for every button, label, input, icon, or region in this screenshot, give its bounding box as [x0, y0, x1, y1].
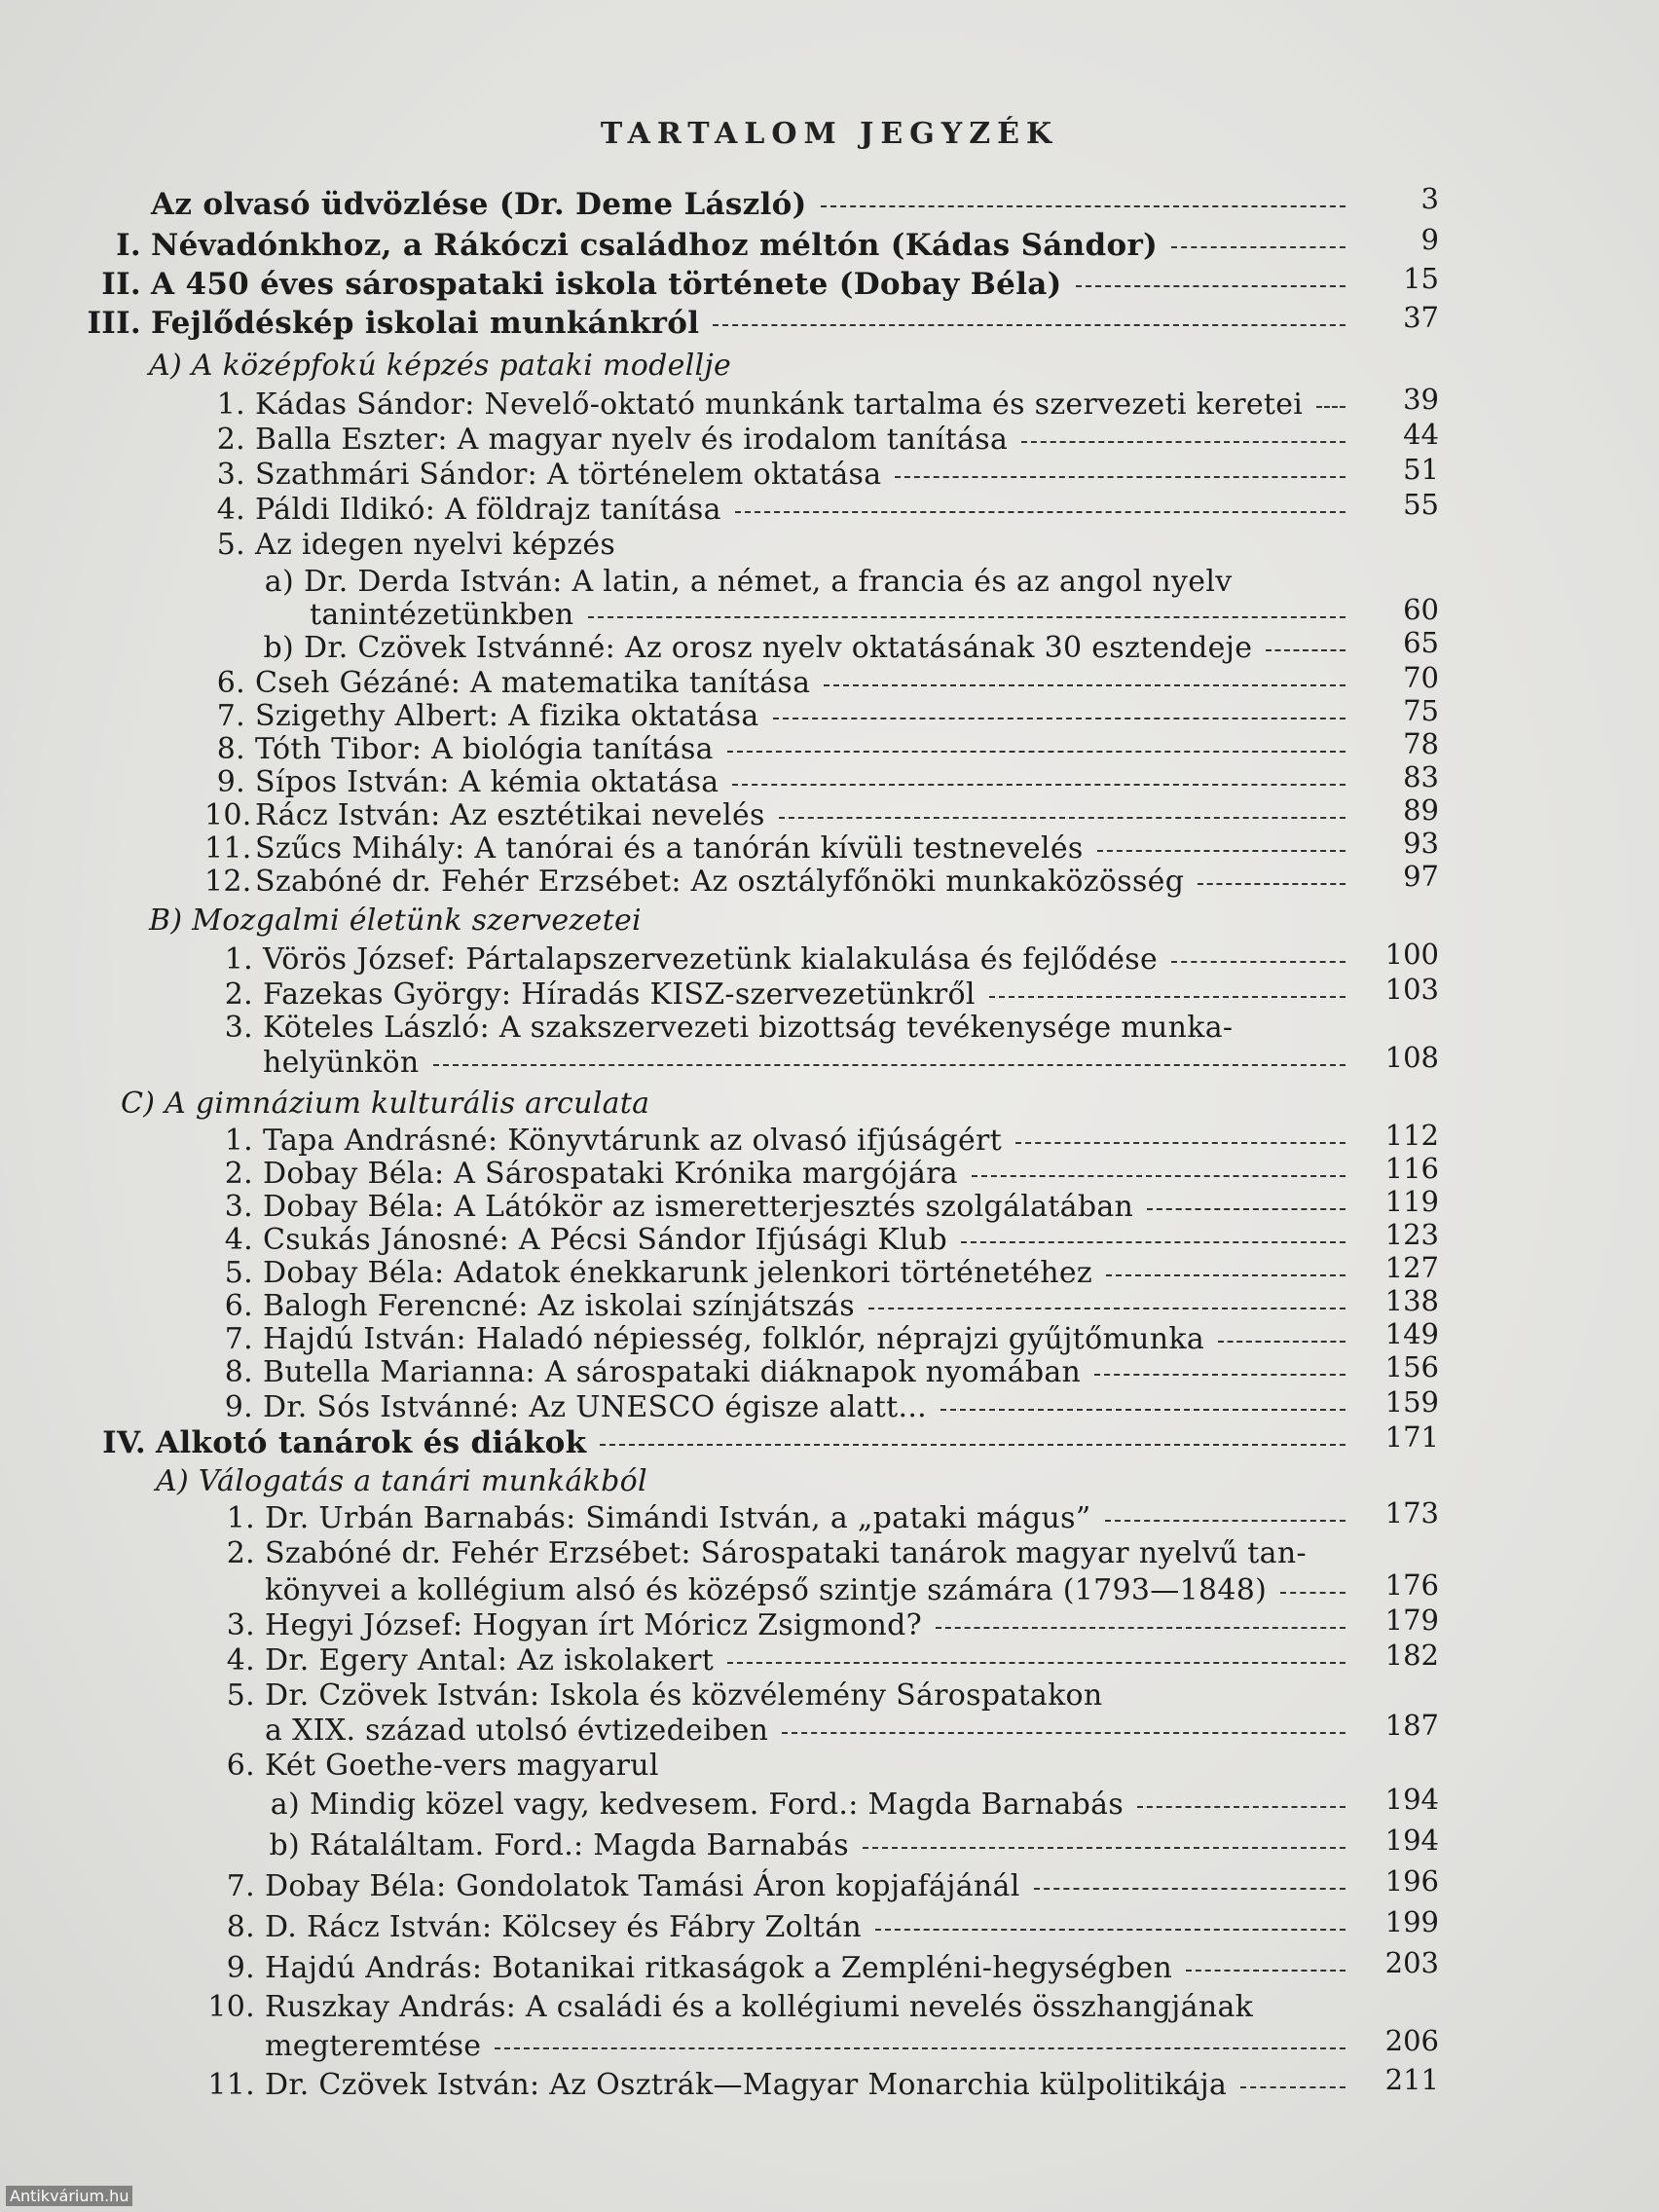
entry-number: 2. [216, 423, 245, 457]
toc-entry [216, 491, 1363, 530]
toc-entry [226, 1949, 1363, 1988]
dash-leader [495, 2047, 1346, 2049]
entry-number: 4. [226, 1643, 255, 1677]
entry-title: Rátaláltam. Ford.: Magda Barnabás [310, 1828, 849, 1862]
entry-title: Hajdú István: Haladó népiesség, folklór, néprajzi gyűjtőmunka [263, 1322, 1205, 1356]
dash-leader [940, 1409, 1346, 1411]
entry-title: Fejlődéskép iskolai munkánkról [151, 306, 700, 341]
page-number: 196 [1384, 1864, 1439, 1898]
entry-title: Fazekas György: Híradás KISZ-szervezetünkről [263, 977, 976, 1012]
dash-leader [961, 1241, 1346, 1243]
entry-title: Névadónkhoz, a Rákóczi családhoz méltón (Kádas Sándor) [151, 228, 1159, 263]
toc-entry [116, 226, 1363, 265]
entry-title: A 450 éves sárospataki iskola története (Dobay Béla) [151, 267, 1062, 302]
dash-leader [1105, 1520, 1346, 1522]
dash-leader [875, 1929, 1346, 1931]
toc-entry [269, 1826, 1363, 1865]
entry-number: 8. [224, 1355, 253, 1389]
entry-title: Szigethy Albert: A fizika oktatása [255, 699, 759, 733]
toc-entry [101, 265, 1363, 304]
entry-title: Az olvasó üdvözlése (Dr. Deme László) [151, 187, 807, 222]
page-number: 173 [1384, 1496, 1439, 1530]
entry-title: Alkotó tanárok és diákok [156, 1425, 587, 1460]
page-number: 83 [1403, 760, 1439, 793]
page-number: 9 [1420, 223, 1439, 256]
page-number: 75 [1403, 694, 1439, 727]
entry-number: b) [269, 1828, 300, 1862]
dash-leader [936, 1627, 1346, 1629]
entry-title: Kádas Sándor: Nevelő-oktató munkánk tartalma és szervezeti keretei [255, 387, 1304, 422]
dash-leader [1015, 1142, 1346, 1144]
page-number: 211 [1384, 2063, 1439, 2096]
page-number: 112 [1384, 1119, 1439, 1152]
page-number: 44 [1403, 418, 1439, 451]
dash-leader [782, 1732, 1346, 1734]
page-number: 15 [1403, 262, 1439, 295]
entry-title: Dr. Czövek Istvánné: Az orosz nyelv oktatásának 30 esztendeje [304, 631, 1253, 665]
page-number: 37 [1403, 301, 1439, 334]
entry-title: Ruszkay András: A családi és a kollégiumi nevelés összhangjának [265, 1990, 1254, 2024]
entry-title: helyünkön [263, 1046, 420, 1080]
entry-number: 9. [226, 1951, 255, 1985]
entry-number: 2. [226, 1536, 255, 1570]
entry-number: 5. [226, 1678, 255, 1713]
toc-entry [224, 1009, 1363, 1048]
entry-title: Vörös József: Pártalapszervezetünk kialakulása és fejlődése [263, 942, 1159, 977]
entry-title: Hegyi József: Hogyan írt Móricz Zsigmond? [265, 1608, 922, 1642]
entry-number: 4. [224, 1223, 253, 1257]
page-number: 108 [1384, 1041, 1439, 1074]
page-number: 60 [1403, 593, 1439, 626]
entry-title: Két Goethe-vers magyarul [265, 1749, 659, 1783]
toc-entry [265, 2027, 1363, 2066]
page-number: 171 [1384, 1420, 1439, 1454]
page-number: 199 [1384, 1905, 1439, 1938]
entry-title: Szathmári Sándor: A történelem oktatása [255, 458, 882, 492]
page-number: 149 [1384, 1317, 1439, 1350]
toc-entry [216, 386, 1363, 424]
page-number: 159 [1384, 1385, 1439, 1419]
dash-leader [1186, 1970, 1346, 1972]
entry-title: Szabóné dr. Fehér Erzsébet: Sárospataki tanárok magyar nyelvű tan- [265, 1536, 1307, 1570]
dash-leader [1106, 1274, 1346, 1276]
page-number: 78 [1403, 727, 1439, 760]
dash-leader [821, 205, 1346, 207]
entry-title: Köteles László: A szakszervezeti bizottság tevékenysége munka- [263, 1011, 1234, 1045]
page-title: TARTALOM JEGYZÉK [600, 117, 1059, 151]
dash-leader [989, 996, 1346, 998]
entry-title: Dr. Derda István: A latin, a német, a francia és az angol nyelv [304, 565, 1233, 599]
dash-leader [1021, 441, 1346, 443]
section-heading: A) A középfokú képzés pataki modellje [149, 349, 732, 383]
page-number: 116 [1384, 1152, 1439, 1185]
entry-title: Dr. Sós Istvánné: Az UNESCO égisze alatt... [263, 1390, 927, 1424]
entry-number: 1. [216, 387, 245, 422]
entry-title: Dr. Urbán Barnabás: Simándi István, a „pataki mágus” [265, 1501, 1091, 1535]
dash-leader [1171, 246, 1346, 248]
page-number: 156 [1384, 1350, 1439, 1383]
toc-entry [263, 629, 1363, 668]
entry-number: 9. [224, 1390, 253, 1424]
dash-leader [1094, 1374, 1346, 1376]
toc-entry [226, 1534, 1363, 1573]
page-number: 194 [1384, 1783, 1439, 1816]
dash-leader [713, 324, 1346, 326]
page-number: 119 [1384, 1185, 1439, 1218]
dash-leader [1137, 1806, 1346, 1808]
page-number: 65 [1403, 626, 1439, 659]
toc-entry [265, 1571, 1363, 1610]
page-number: 138 [1384, 1284, 1439, 1317]
dash-leader [735, 511, 1346, 513]
entry-number: 3. [224, 1190, 253, 1224]
dash-leader [863, 1847, 1346, 1849]
dash-leader [1198, 883, 1346, 885]
toc-entry [224, 1353, 1363, 1392]
page-number: 206 [1384, 2024, 1439, 2057]
entry-title: Csukás Jánosné: A Pécsi Sándor Ifjúsági Klub [263, 1223, 948, 1257]
toc-entry [149, 347, 1363, 386]
dash-leader [972, 1175, 1346, 1177]
entry-number: 9. [216, 765, 245, 799]
dash-leader [1280, 1592, 1346, 1594]
entry-title: Balla Eszter: A magyar nyelv és irodalom tanítása [255, 423, 1009, 457]
page-number: 203 [1384, 1946, 1439, 1979]
dash-leader [1218, 1341, 1346, 1343]
entry-number: 8. [216, 732, 245, 766]
page-number: 89 [1403, 793, 1439, 827]
dash-leader [1171, 961, 1346, 963]
toc-entry [121, 1085, 1363, 1124]
dash-leader [1266, 649, 1346, 651]
entry-title: könyvei a kollégium alsó és középső szintje számára (1793—1848) [265, 1573, 1268, 1607]
dash-leader [727, 1662, 1346, 1664]
dash-leader [895, 476, 1346, 478]
page-number: 51 [1403, 453, 1439, 486]
toc-entry [224, 1388, 1363, 1427]
toc-entry [226, 1908, 1363, 1947]
entry-number: 1. [226, 1501, 255, 1535]
dash-leader [773, 718, 1346, 719]
toc-entry [224, 940, 1363, 979]
entry-number: 7. [216, 699, 245, 733]
watermark: Antikvárium.hu [6, 2186, 132, 2206]
toc-entry [156, 1462, 1363, 1501]
toc-entry [226, 1499, 1363, 1538]
entry-title: Mindig közel vagy, kedvesem. Ford.: Magda Barnabás [310, 1788, 1124, 1822]
section-heading: B) Mozgalmi életünk szervezetei [149, 903, 642, 938]
toc-entry [263, 1044, 1363, 1083]
entry-number: 10. [207, 1990, 255, 2024]
entry-title: Hajdú András: Botanikai ritkaságok a Zempléni-hegységben [265, 1951, 1173, 1985]
toc-entry [151, 185, 1363, 224]
dash-leader [1240, 2086, 1346, 2088]
dash-leader [600, 1444, 1346, 1446]
dash-leader [727, 751, 1346, 753]
entry-number: 1. [224, 942, 253, 977]
entry-title: Dobay Béla: A Sárospataki Krónika margójára [263, 1157, 958, 1191]
entry-number: II. [101, 267, 141, 302]
entry-title: Balogh Ferencné: Az iskolai színjátszás [263, 1289, 855, 1323]
page-number: 70 [1403, 661, 1439, 694]
dash-leader [1316, 406, 1346, 408]
dash-leader [1147, 1208, 1346, 1210]
entry-number: 3. [224, 1011, 253, 1045]
entry-number: 6. [216, 666, 245, 700]
entry-title: Dr. Egery Antal: Az iskolakert [265, 1643, 715, 1677]
toc-entry [87, 304, 1363, 343]
dash-leader [433, 1064, 1346, 1066]
dash-leader [824, 684, 1346, 686]
toc-entry [226, 1867, 1363, 1906]
toc-entry [226, 1606, 1363, 1645]
dash-leader [868, 1308, 1346, 1309]
entry-title: Szűcs Mihály: A tanórai és a tanórán kívüli testnevelés [255, 831, 1084, 866]
entry-title: Dobay Béla: A Látókör az ismeretterjesztés szolgálatában [263, 1190, 1134, 1224]
entry-number: 10. [204, 798, 252, 832]
entry-title: Páldi Ildikó: A földrajz tanítása [255, 493, 721, 527]
entry-number: 11. [207, 2068, 255, 2102]
entry-title: Tapa Andrásné: Könyvtárunk az olvasó ifjúságért [263, 1124, 1003, 1158]
dash-leader [588, 616, 1346, 618]
page-number: 176 [1384, 1568, 1439, 1602]
entry-title: Sípos István: A kémia oktatása [255, 765, 719, 799]
toc-entry [207, 1988, 1363, 2027]
page-number: 39 [1403, 383, 1439, 416]
entry-title: Cseh Gézáné: A matematika tanítása [255, 666, 811, 700]
entry-number: 5. [224, 1256, 253, 1290]
entry-number: III. [87, 306, 141, 341]
page-number: 3 [1420, 182, 1439, 215]
entry-number: 4. [216, 493, 245, 527]
entry-title: Az idegen nyelvi képzés [255, 528, 616, 562]
entry-title: Dobay Béla: Gondolatok Tamási Áron kopjafájánál [265, 1869, 1020, 1903]
entry-title: Butella Marianna: A sárospataki diáknapok nyomában [263, 1355, 1082, 1389]
page-number: 55 [1403, 488, 1439, 521]
toc-entry [270, 1786, 1363, 1825]
dash-leader [1076, 285, 1346, 287]
page-number: 182 [1384, 1639, 1439, 1672]
toc-entry [216, 421, 1363, 460]
entry-number: 2. [224, 1157, 253, 1191]
entry-number: 3. [226, 1608, 255, 1642]
toc-entry [216, 526, 1363, 565]
toc-entry [216, 456, 1363, 495]
dash-leader [1097, 850, 1346, 852]
entry-number: 2. [224, 977, 253, 1012]
page-number: 194 [1384, 1824, 1439, 1857]
entry-number: 1. [224, 1124, 253, 1158]
entry-number: 5. [216, 528, 245, 562]
entry-title: tanintézetünkben [310, 598, 574, 632]
entry-number: 6. [224, 1289, 253, 1323]
entry-number: a) [264, 565, 294, 599]
entry-number: a) [270, 1788, 300, 1822]
page-number: 93 [1403, 827, 1439, 860]
toc-entry [226, 1641, 1363, 1680]
entry-number: IV. [102, 1425, 146, 1460]
entry-number: 12. [204, 865, 252, 899]
toc-entry [204, 863, 1363, 902]
entry-number: b) [263, 631, 294, 665]
entry-title: megteremtése [265, 2029, 482, 2063]
dash-leader [1034, 1888, 1346, 1890]
entry-number: 8. [226, 1910, 255, 1944]
entry-number: 6. [226, 1749, 255, 1783]
dash-leader [732, 784, 1346, 786]
entry-title: Dobay Béla: Adatok énekkarunk jelenkori történetéhez [263, 1256, 1093, 1290]
entry-title: Szabóné dr. Fehér Erzsébet: Az osztályfőnöki munkaközösség [255, 865, 1185, 899]
toc-entry [207, 2066, 1363, 2105]
toc-entry [102, 1423, 1363, 1462]
page-number: 179 [1384, 1604, 1439, 1637]
entry-number: 7. [226, 1869, 255, 1903]
page-number: 187 [1384, 1709, 1439, 1742]
dash-leader [779, 817, 1346, 819]
toc-entry [226, 1677, 1363, 1715]
entry-number: I. [116, 228, 141, 263]
entry-title: Dr. Czövek István: Az Osztrák—Magyar Monarchia külpolitikája [265, 2068, 1228, 2102]
page-number: 123 [1384, 1218, 1439, 1251]
page-number: 97 [1403, 860, 1439, 893]
page-number: 103 [1384, 973, 1439, 1006]
entry-number: 3. [216, 458, 245, 492]
entry-number: 11. [204, 831, 252, 866]
page-number: 127 [1384, 1251, 1439, 1284]
entry-number: 7. [224, 1322, 253, 1356]
toc-entry [265, 1712, 1363, 1751]
toc-entry [226, 1747, 1363, 1786]
section-heading: C) A gimnázium kulturális arculata [121, 1087, 650, 1121]
entry-title: a XIX. század utolsó évtizedeiben [265, 1714, 769, 1748]
entry-title: Dr. Czövek István: Iskola és közvélemény Sárospatakon [265, 1678, 1103, 1713]
entry-title: Tóth Tibor: A biológia tanítása [255, 732, 714, 766]
entry-title: Rácz István: Az esztétikai nevelés [255, 798, 765, 832]
toc-entry [149, 902, 1363, 940]
entry-title: D. Rácz István: Kölcsey és Fábry Zoltán [265, 1910, 863, 1944]
page-number: 100 [1384, 938, 1439, 971]
section-heading: A) Válogatás a tanári munkákból [156, 1464, 647, 1498]
